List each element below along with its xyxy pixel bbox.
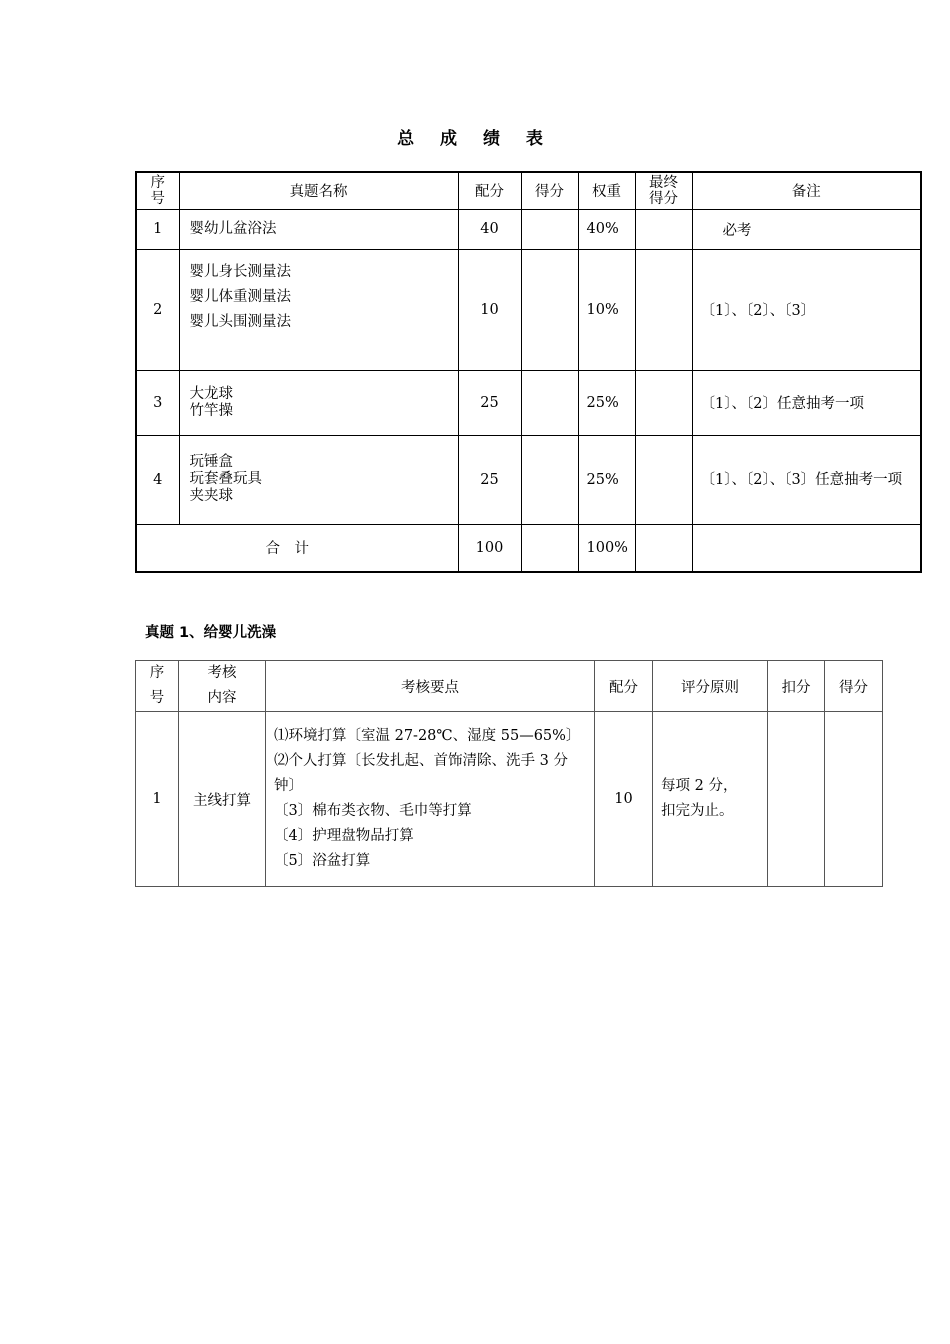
row-score: 40 <box>458 209 521 249</box>
row-final <box>635 370 692 435</box>
header-points: 考核要点 <box>266 661 595 712</box>
total-note <box>692 524 921 572</box>
table-row <box>136 712 883 887</box>
row-name: 婴幼儿盆浴法 <box>179 209 458 249</box>
header-got: 得分 <box>521 172 578 209</box>
row-note: 〔1〕、〔2〕任意抽考一项 <box>692 370 921 435</box>
row-note: 必考 <box>692 209 921 249</box>
table-row <box>136 249 921 370</box>
header-content: 考核 内容 <box>179 661 266 712</box>
row-score: 25 <box>458 435 521 524</box>
section-title: 真题 1、给婴儿洗澡 <box>145 625 277 641</box>
row-final <box>635 435 692 524</box>
point-item: ⑵个人打算〔长发扎起、首饰清除、洗手 3 分钟〕 <box>274 753 568 794</box>
summary-header-row <box>136 172 921 209</box>
row-got <box>521 370 578 435</box>
row-points <box>266 712 595 887</box>
table-row <box>136 209 921 249</box>
header-deduct: 扣分 <box>768 661 825 712</box>
row-rule: 每项 2 分， 扣完为止。 <box>653 712 768 887</box>
row-weight: 10% <box>578 249 635 370</box>
header-got: 得分 <box>825 661 883 712</box>
row-score: 25 <box>458 370 521 435</box>
row-seq: 2 <box>136 249 179 370</box>
total-label: 合 计 <box>136 524 458 572</box>
row-name: 婴儿身长测量法 婴儿体重测量法 婴儿头围测量法 <box>179 249 458 370</box>
row-name: 玩锤盒 玩套叠玩具 夹夹球 <box>179 435 458 524</box>
row-weight: 25% <box>578 370 635 435</box>
point-item: 〔5〕浴盆打算 <box>274 853 371 869</box>
header-rule: 评分原则 <box>653 661 768 712</box>
row-seq: 3 <box>136 370 179 435</box>
total-got <box>521 524 578 572</box>
row-score: 10 <box>595 712 653 887</box>
total-weight: 100% <box>578 524 635 572</box>
row-final <box>635 249 692 370</box>
table-row <box>136 370 921 435</box>
header-note: 备注 <box>692 172 921 209</box>
header-seq: 序 号 <box>136 172 179 209</box>
row-got <box>521 435 578 524</box>
total-score: 100 <box>458 524 521 572</box>
row-note: 〔1〕、〔2〕、〔3〕 <box>692 249 921 370</box>
row-weight: 25% <box>578 435 635 524</box>
page-title: 总 成 绩 表 <box>397 129 553 149</box>
point-item: 〔4〕护理盘物品打算 <box>274 828 414 844</box>
detail-table <box>135 660 883 887</box>
total-final <box>635 524 692 572</box>
row-weight: 40% <box>578 209 635 249</box>
row-deduct <box>768 712 825 887</box>
summary-table <box>135 171 922 573</box>
header-seq: 序 号 <box>136 661 179 712</box>
row-score: 10 <box>458 249 521 370</box>
row-seq: 4 <box>136 435 179 524</box>
row-seq: 1 <box>136 209 179 249</box>
row-got <box>521 249 578 370</box>
point-item: ⑴环境打算〔室温 27-28℃、湿度 55—65%〕 <box>274 728 581 744</box>
table-row <box>136 435 921 524</box>
header-final: 最终 得分 <box>635 172 692 209</box>
header-weight: 权重 <box>578 172 635 209</box>
point-item: 〔3〕棉布类衣物、毛巾等打算 <box>274 803 472 819</box>
total-row <box>136 524 921 572</box>
row-got <box>521 209 578 249</box>
header-score: 配分 <box>595 661 653 712</box>
row-got <box>825 712 883 887</box>
header-name: 真题名称 <box>179 172 458 209</box>
row-name: 大龙球 竹竿操 <box>179 370 458 435</box>
header-score: 配分 <box>458 172 521 209</box>
row-final <box>635 209 692 249</box>
row-seq: 1 <box>136 712 179 887</box>
row-note: 〔1〕、〔2〕、〔3〕任意抽考一项 <box>692 435 921 524</box>
detail-header-row <box>136 661 883 712</box>
row-content: 主线打算 <box>179 712 266 887</box>
